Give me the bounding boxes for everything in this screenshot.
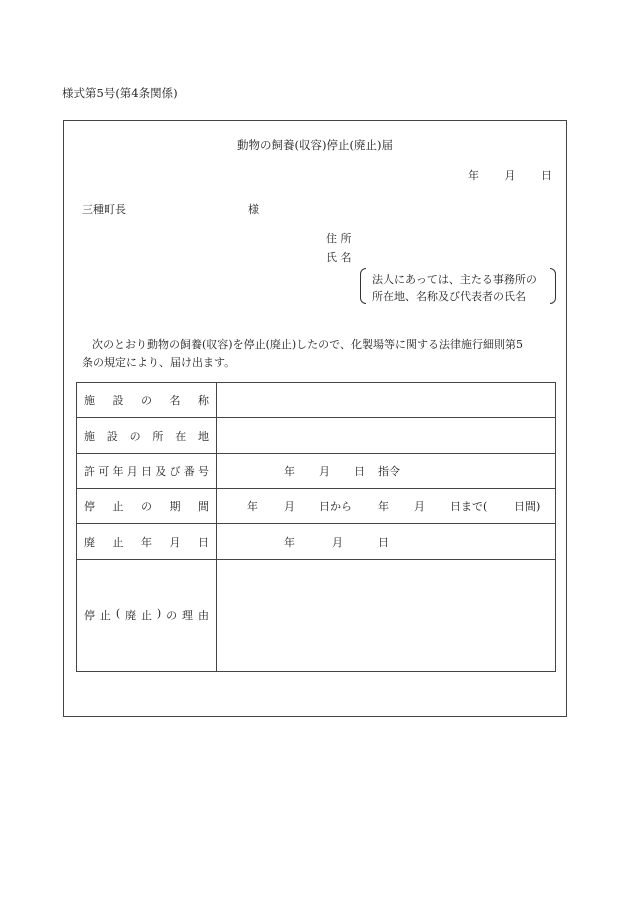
corporate-note-line2: 所在地、名称及び代表者の氏名	[372, 290, 526, 303]
value-facility-name[interactable]	[217, 383, 556, 418]
label-suspension-period: 停 止 の 期 間	[77, 489, 217, 524]
value-reason[interactable]	[217, 559, 556, 671]
date-line	[468, 167, 552, 183]
date-month: 月	[504, 169, 516, 182]
label-facility-name: 施 設 の 名 称	[77, 383, 217, 418]
right-bracket	[550, 268, 556, 304]
address-label: 住 所	[326, 232, 352, 245]
date-day: 日	[541, 169, 552, 182]
form-number: 様式第5号(第4条関係)	[62, 86, 178, 100]
recipient-honorific: 様	[248, 203, 259, 216]
corporate-note	[360, 268, 556, 305]
label-permit: 許 可 年 月 日 及 び 番 号	[77, 453, 217, 488]
facility-info-table	[76, 382, 556, 672]
table-row-facility-address	[77, 418, 556, 453]
body-text-line1: 次のとおり動物の飼養(収容)を停止(廃止)したので、化製場等に関する法律施行細則第5	[92, 338, 523, 351]
corporate-note-line1: 法人にあっては、主たる事務所の	[372, 273, 537, 286]
label-facility-address: 施 設 の 所 在 地	[77, 418, 217, 453]
value-suspension-period[interactable]: 年 月 日から 年 月 日まで( 日間)	[217, 489, 556, 524]
recipient: 三種町長	[82, 203, 126, 216]
table-row-suspension-period	[77, 489, 556, 524]
label-reason: 停 止 ( 廃 止 ) の 理 由	[77, 559, 217, 671]
label-abolition-date: 廃 止 年 月 日	[77, 524, 217, 559]
table-row-abolition-date	[77, 524, 556, 559]
document-title: 動物の飼養(収容)停止(廃止)届	[237, 138, 393, 152]
table-row-facility-name	[77, 383, 556, 418]
date-year: 年	[468, 169, 479, 182]
table-row-reason	[77, 559, 556, 671]
value-permit[interactable]: 年 月 日 指令	[217, 453, 556, 488]
left-bracket	[360, 268, 366, 304]
value-abolition-date[interactable]: 年 月 日	[217, 524, 556, 559]
name-label: 氏 名	[326, 251, 352, 264]
table-row-permit	[77, 453, 556, 488]
body-text-line2: 条の規定により、届け出ます。	[82, 356, 236, 369]
value-facility-address[interactable]	[217, 418, 556, 453]
